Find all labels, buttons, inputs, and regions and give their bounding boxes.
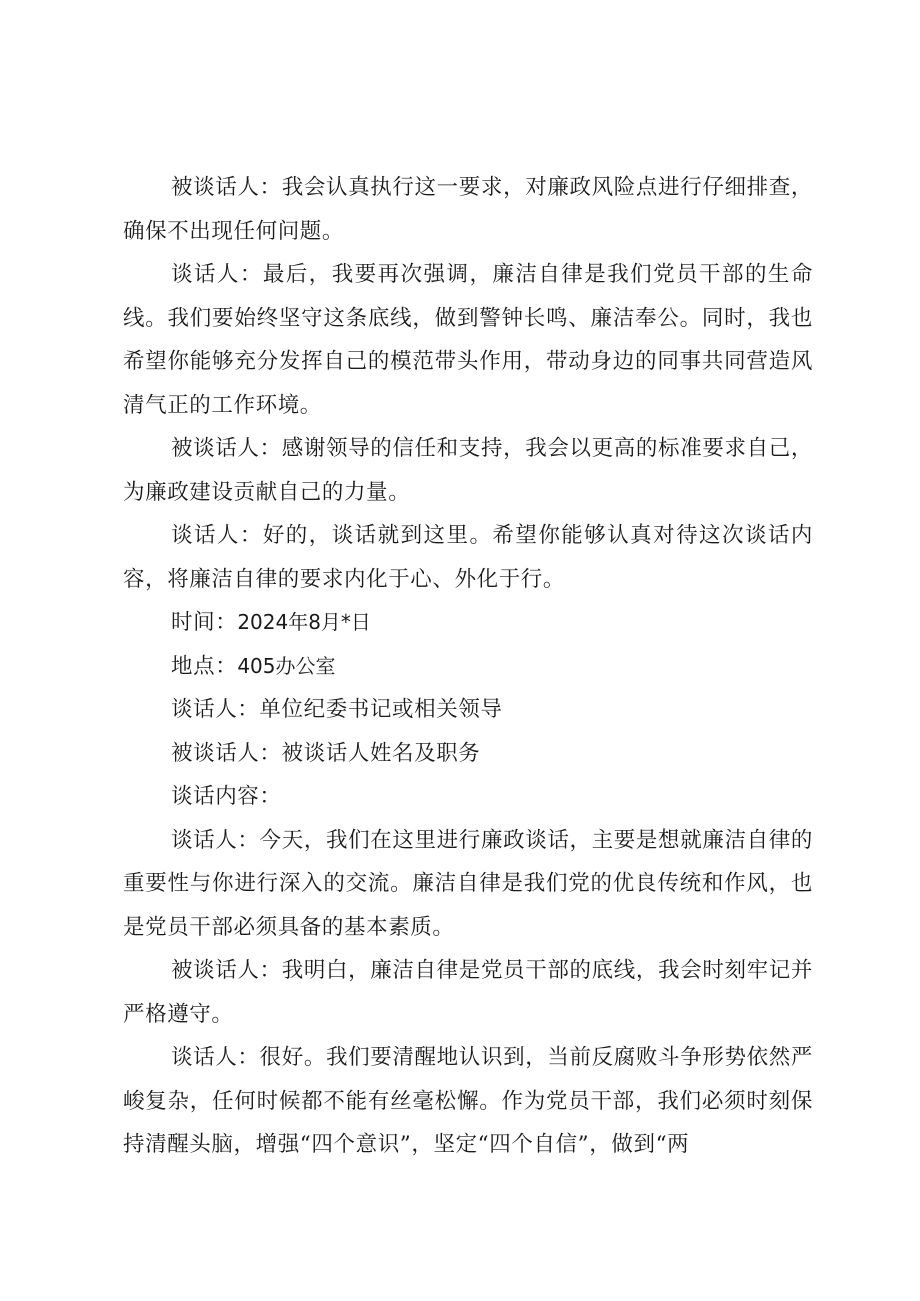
paragraph-interviewer-opening: 谈话人：今天，我们在这里进行廉政谈话，主要是想就廉洁自律的重要性与你进行深入的交流。廉洁自律是我们党的优良传统和作风，也是党员干部必须具备的基本素质。 (123, 827, 813, 940)
meta-time (123, 601, 813, 645)
meta-time-value: 2024年8月*日 (237, 610, 371, 634)
meta-place-label: 地点： (171, 653, 238, 679)
meta-time-label: 时间： (171, 610, 238, 635)
meta-interviewer: 谈话人：单位纪委书记或相关领导 (171, 697, 503, 722)
paragraph-interviewee-understand: 被谈话人：我明白，廉洁自律是党员干部的底线，我会时刻牢记并严格遵守。 (123, 958, 813, 1027)
document-page (123, 166, 813, 1167)
meta-content-label: 谈话内容： (171, 784, 282, 809)
paragraph-interviewer-situation: 谈话人：很好。我们要清醒地认识到，当前反腐败斗争形势依然严峻复杂，任何时候都不能有丝毫松懈。作为党员干部，我们必须时刻保持清醒头脑，增强“四个意识”，坚定“四个自信”，做到“两 (123, 1045, 813, 1157)
meta-interviewee: 被谈话人：被谈话人姓名及职务 (171, 740, 481, 766)
paragraph-interviewer-final: 谈话人：最后，我要再次强调，廉洁自律是我们党员干部的生命线。我们要始终坚守这条底线，做到警钟长鸣、廉洁奉公。同时，我也希望你能够充分发挥自己的模范带头作用，带动身边的同事共同营造风清气正的工作环境。 (123, 262, 813, 418)
paragraph-interviewee-thanks: 被谈话人：感谢领导的信任和支持，我会以更高的标准要求自己，为廉政建设贡献自己的力量。 (123, 436, 813, 505)
paragraph-interviewer-closing: 谈话人：好的，谈话就到这里。希望你能够认真对待这次谈话内容，将廉洁自律的要求内化于心、外化于行。 (123, 523, 813, 592)
meta-place-value: 405办公室 (237, 653, 336, 678)
meta-place (123, 645, 813, 689)
paragraph-interviewee-reply-1: 被谈话人：我会认真执行这一要求，对廉政风险点进行仔细排查，确保不出现任何问题。 (123, 175, 813, 244)
